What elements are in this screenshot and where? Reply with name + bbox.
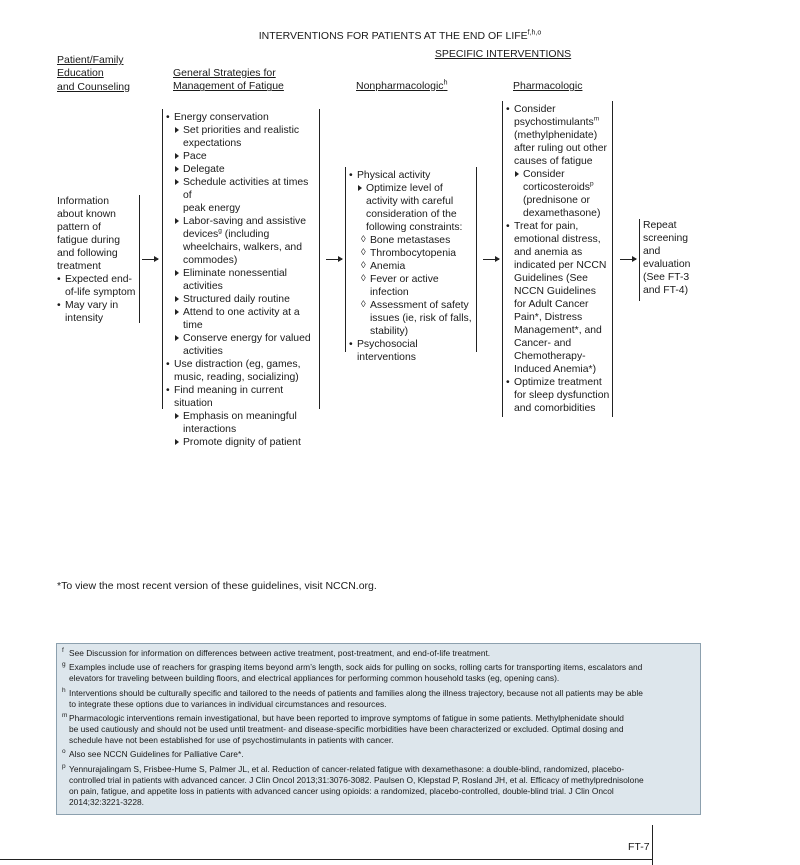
list-item: Consider corticosteroids$^p$ (prednisone or dexamethasone) bbox=[514, 168, 612, 220]
nonpharmacologic-box bbox=[345, 167, 477, 363]
list-item: Attend to one activity at a time bbox=[174, 306, 319, 332]
list-item: • Use distraction (eg, games, music, reading, socializing) bbox=[166, 358, 319, 384]
title-footnote-marks: f,h,o bbox=[527, 29, 542, 37]
education-bullets bbox=[57, 273, 139, 325]
list-item: • Optimize treatment for sleep dysfunction and comorbidities bbox=[506, 376, 612, 415]
list-item: • Physical activity Optimize level of activity with careful consideration of the following constraints: ◊ Bone metastases ◊ Thrombocytopenia ◊ Anemia ◊ Fever or active infection ◊ Assessment of safety issues (ie, risk of falls, stability) bbox=[349, 169, 476, 338]
list-item: Emphasis on meaningful interactions bbox=[174, 410, 319, 436]
arrow-right-icon bbox=[142, 259, 158, 260]
arrow-right-icon bbox=[620, 259, 636, 260]
list-item: Set priorities and realistic expectations bbox=[174, 124, 319, 150]
general-strategies-header: General Strategies for Management of Fatigue bbox=[173, 67, 284, 93]
list-item: Schedule activities at times of peak energy bbox=[174, 176, 319, 215]
list-item: Delegate bbox=[174, 163, 319, 176]
page-border-horizontal bbox=[0, 859, 653, 860]
pharmacologic-box bbox=[502, 101, 613, 417]
list-item: Structured daily routine bbox=[174, 293, 319, 306]
list-item: Conserve energy for valued activities bbox=[174, 332, 319, 358]
list-item: ◊ Fever or active infection bbox=[361, 273, 476, 299]
list-item: • Expected end- of-life symptom bbox=[57, 273, 139, 299]
list-item: ◊ Bone metastases bbox=[361, 234, 476, 247]
page-title: INTERVENTIONS FOR PATIENTS AT THE END OF LIFE$^{f,h,o}$ bbox=[258, 29, 542, 42]
list-item: Labor-saving and assistive devices$^g$ (including wheelchairs, walkers, and commodes) bbox=[174, 215, 319, 267]
footnote: f See Discussion for information on differences between active treatment, post-treatment, and end-of-life treatment. bbox=[62, 647, 491, 658]
nonpharmacologic-header: Nonpharmacologic$^h$ bbox=[356, 79, 448, 92]
list-item: • Find meaning in current situation Emphasis on meaningful interactions Promote dignity of patient bbox=[166, 384, 319, 449]
footnote: g Examples include use of reachers for grasping items beyond arm’s length, sock aids for pulling on socks, rolling carts for transporting items, escalators and elevators for traveling between building floors, and electrical appliances for performing common household tasks (eg, opening cans). bbox=[62, 661, 643, 684]
arrow-right-icon bbox=[483, 259, 499, 260]
footnote: m Pharmacologic interventions remain investigational, but have been reported to improve symptoms of fatigue in some patients. Methylphenidate should be used cautiously and should not be used until treatment- and disease-specific morbidities have been characterized or excluded. Optimal dosing and schedule have not been established for use of psychostimulants in patients with cancer. bbox=[62, 712, 624, 745]
pharmacologic-header: Pharmacologic bbox=[513, 80, 583, 92]
list-item: ◊ Assessment of safety issues (ie, risk of falls, stability) bbox=[361, 299, 476, 338]
list-item: • Consider psychostimulants$^m$ (methylphenidate) after ruling out other causes of fatigue Consider corticosteroids$^p$ (prednisone or dexamethasone) bbox=[506, 103, 612, 220]
footnote: o Also see NCCN Guidelines for Palliative Care*. bbox=[62, 748, 244, 760]
list-item: Optimize level of activity with careful consideration of the following constraints: bbox=[357, 182, 476, 234]
list-item: ◊ Thrombocytopenia bbox=[361, 247, 476, 260]
list-item: ◊ Anemia bbox=[361, 260, 476, 273]
general-strategies-box bbox=[162, 109, 320, 448]
footnote: h Interventions should be culturally specific and tailored to the needs of patients and families along the illness trajectory, because not all patients may be able to integrate these options due to variances in individual circumstances and resources. bbox=[62, 686, 643, 709]
list-item: • Psychosocial interventions bbox=[349, 338, 476, 364]
footnotes-box bbox=[56, 643, 701, 815]
list-item: Pace bbox=[174, 150, 319, 163]
list-item: • May vary in intensity bbox=[57, 299, 139, 325]
list-item: Eliminate nonessential activities bbox=[174, 267, 319, 293]
list-item: • Energy conservation Set priorities and realistic expectations Pace Delegate Schedule activities at times of peak energy Labor-saving and assistive devices$^g$ (including wheelchairs, walkers, and commodes) Eliminate nonessential activities Structured daily routine Attend to one activity at a time Conserve energy for valued activities bbox=[166, 111, 319, 358]
list-item: Promote dignity of patient bbox=[174, 436, 319, 449]
list-item: • Treat for pain, emotional distress, and anemia as indicated per NCCN Guidelines (See NCCN Guidelines for Adult Cancer Pain*, Distress Management*, and Cancer- and Chemotherapy- Induced Anemia*) bbox=[506, 220, 612, 376]
education-header: Patient/Family Education and Counseling bbox=[57, 54, 130, 93]
guidelines-note: *To view the most recent version of these guidelines, visit NCCN.org. bbox=[57, 580, 377, 592]
footnote: p Yennurajalingam S, Frisbee-Hume S, Palmer JL, et al. Reduction of cancer-related fatigue with dexamethasone: a double-blind, randomized, placebo- controlled trial in patients with advanced cancer. J Clin Oncol 2013;31:3076-3082. Paulsen O, Klepstad P, Rosland JH, et al. Efficacy of methylprednisolone on pain, fatigue, and appetite loss in patients with advanced cancer using opioids: a randomized, placebo-controlled, double-blind trial. J Clin Oncol 2014;32:3221-3228. bbox=[62, 762, 644, 807]
education-intro: Information about known pattern of fatigue during and following treatment bbox=[57, 196, 120, 272]
education-box bbox=[54, 195, 140, 323]
page-number: FT-7 bbox=[628, 841, 650, 853]
repeat-screening-box: Repeat screening and evaluation (See FT-3 and FT-4) bbox=[639, 219, 701, 301]
arrow-right-icon bbox=[326, 259, 342, 260]
specific-interventions-header: SPECIFIC INTERVENTIONS bbox=[434, 48, 572, 60]
